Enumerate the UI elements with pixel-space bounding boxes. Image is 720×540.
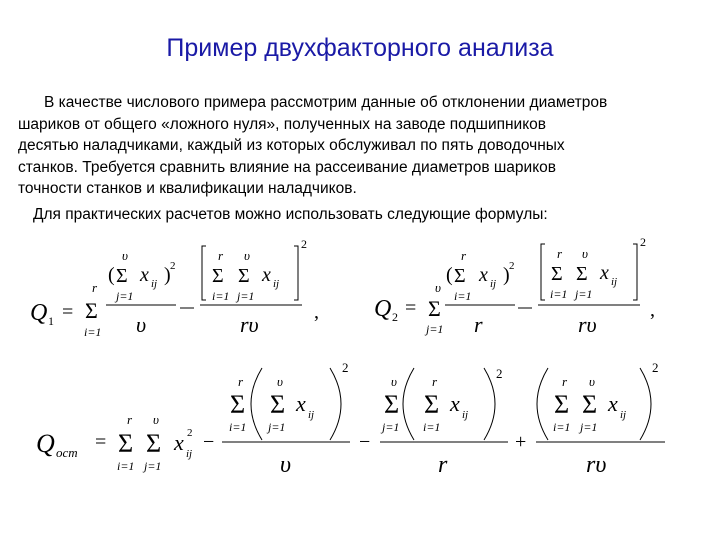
q1-inner-upper: υ — [122, 248, 128, 263]
qost-paren-right-1 — [330, 368, 341, 440]
paragraph-line: станков. Требуется сравнить влияние на рассеивание диаметров шариков — [18, 158, 557, 176]
qost-f3-sum-1: Σ — [554, 390, 570, 419]
q1-x-subscript: ij — [151, 278, 158, 290]
qost-f1-sum-1: Σ — [230, 390, 246, 419]
q2-bracket-sum-2-upper: υ — [582, 246, 588, 261]
paragraph-line: десятью наладчиками, каждый из которых обслуживал по пять доводочных — [18, 137, 565, 154]
q1-bracket-square: 2 — [301, 237, 307, 251]
qost-x-subscript: ij — [186, 448, 193, 460]
qost-sum-1-lower: i=1 — [117, 459, 135, 473]
q2-comma: , — [650, 299, 655, 321]
q1-sum-sign: Σ — [85, 298, 98, 323]
qost-f1-denominator: υ — [280, 452, 292, 478]
qost-f2-sum-2-upper: r — [432, 374, 438, 389]
qost-f1-x-subscript: ij — [308, 409, 315, 421]
q1-inner-sum: Σ — [116, 265, 128, 287]
slide-title: Пример двухфакторного анализа — [166, 34, 554, 62]
q1-bracket-sum-1: Σ — [212, 265, 224, 287]
q2-sum-sign: Σ — [428, 296, 441, 321]
paragraph-line: В качестве числового примера рассмотрим данные об отклонении диаметров — [44, 94, 608, 111]
q2-inner-upper: r — [461, 248, 467, 263]
qost-f2-denominator: r — [438, 452, 448, 478]
qost-equals: = — [95, 431, 107, 453]
q2-x-subscript: ij — [490, 278, 497, 290]
qost-subscript: ост — [56, 445, 78, 460]
q1-bracket-sum-2-lower: j=1 — [237, 289, 255, 303]
q1-denominator-2: rυ — [240, 312, 259, 337]
qost-f2-x-subscript: ij — [462, 409, 469, 421]
qost-f2-sum-1: Σ — [384, 390, 400, 419]
qost-f2-sum-1-lower: j=1 — [382, 420, 400, 434]
qost-f3-x-subscript: ij — [620, 409, 627, 421]
q2-bracket-right — [633, 244, 637, 300]
qost-f1-sum-1-lower: i=1 — [229, 420, 247, 434]
qost-paren-right-3 — [640, 368, 651, 440]
q2-bracket-left — [541, 244, 545, 300]
paragraph-line: точности станков и квалификации наладчиков. — [18, 180, 357, 197]
q2-paren-square: 2 — [509, 260, 515, 272]
qost-f1-square: 2 — [342, 360, 349, 375]
qost-f1-sum-2-upper: υ — [277, 374, 283, 389]
qost-f1-x: x — [296, 391, 306, 416]
q2-equals: = — [405, 297, 417, 319]
q2-sum-lower: j=1 — [426, 322, 444, 336]
qost-f3-sum-1-upper: r — [562, 374, 568, 389]
q2-subscript: 2 — [392, 310, 398, 324]
q1-sum-upper: r — [92, 280, 98, 295]
qost-f3-x: x — [608, 391, 618, 416]
q2-bracket-x: x — [600, 262, 609, 284]
qost-f3-square: 2 — [652, 360, 659, 375]
q2-sum-upper: υ — [435, 280, 441, 295]
qost-f2-x: x — [450, 391, 460, 416]
q2-bracket-sum-2-lower: j=1 — [575, 287, 593, 301]
qost-paren-left-2 — [403, 368, 414, 440]
q1-x: x — [140, 264, 149, 286]
qost-x-square: 2 — [187, 427, 193, 439]
qost-f1-sum-1-upper: r — [238, 374, 244, 389]
qost-minus-1: − — [203, 431, 215, 453]
q1-paren-square: 2 — [170, 260, 176, 272]
qost-sum-2-upper: υ — [153, 412, 159, 427]
q1-bracket-right — [294, 246, 298, 300]
q2-paren-open: ( — [446, 264, 453, 286]
q2-x: x — [479, 264, 488, 286]
q2-bracket-sum-1-upper: r — [557, 246, 563, 261]
q1-bracket-sum-1-upper: r — [218, 248, 224, 263]
qost-f3-sum-2-lower: j=1 — [580, 420, 598, 434]
q2-bracket-sum-1: Σ — [551, 263, 563, 285]
q1-bracket-x: x — [262, 264, 271, 286]
q2-denominator-2: rυ — [578, 312, 597, 337]
q1-bracket-left — [202, 246, 206, 300]
q2-bracket-sum-2: Σ — [576, 263, 588, 285]
qost-f2-sum-1-upper: υ — [391, 374, 397, 389]
q2-bracket-x-subscript: ij — [611, 276, 618, 288]
qost-f2-square: 2 — [496, 366, 503, 381]
q1-bracket-sum-2-upper: υ — [244, 248, 250, 263]
qost-paren-left-1 — [251, 368, 262, 440]
q1-denominator-1: υ — [136, 312, 147, 337]
q1-subscript: 1 — [48, 314, 54, 328]
q2-paren-close: ) — [503, 264, 510, 286]
q1-bracket-sum-2: Σ — [238, 265, 250, 287]
q1-paren-close: ) — [164, 264, 171, 286]
qost-x: x — [174, 430, 184, 455]
qost-sum-2: Σ — [146, 429, 162, 458]
formulas-intro: Для практических расчетов можно использовать следующие формулы: — [33, 206, 548, 223]
q2-inner-lower: i=1 — [454, 289, 472, 303]
q1-bracket-sum-1-lower: i=1 — [212, 289, 230, 303]
qost-sum-1: Σ — [118, 429, 134, 458]
qost-paren-left-3 — [537, 368, 548, 440]
q1-paren-open: ( — [108, 264, 115, 286]
q2-denominator-1: r — [474, 312, 483, 337]
qost-f2-sum-2: Σ — [424, 390, 440, 419]
qost-label: Q — [36, 429, 55, 458]
q2-bracket-square: 2 — [640, 235, 646, 249]
q1-equals: = — [62, 301, 74, 323]
qost-f3-sum-1-lower: i=1 — [553, 420, 571, 434]
qost-minus-2: − — [359, 431, 371, 453]
qost-sum-1-upper: r — [127, 412, 133, 427]
q1-sum-lower: i=1 — [84, 325, 102, 339]
q1-bracket-x-subscript: ij — [273, 278, 280, 290]
qost-f1-sum-2: Σ — [270, 390, 286, 419]
qost-sum-2-lower: j=1 — [144, 459, 162, 473]
qost-paren-right-2 — [484, 368, 495, 440]
qost-f1-sum-2-lower: j=1 — [268, 420, 286, 434]
q1-comma: , — [314, 301, 319, 323]
qost-f3-sum-2-upper: υ — [589, 374, 595, 389]
qost-f3-sum-2: Σ — [582, 390, 598, 419]
qost-f2-sum-2-lower: i=1 — [423, 420, 441, 434]
q2-inner-sum: Σ — [454, 265, 466, 287]
qost-f3-denominator: rυ — [586, 452, 607, 478]
q1-inner-lower: j=1 — [116, 289, 134, 303]
q1-label: Q — [30, 300, 48, 326]
qost-plus: + — [515, 431, 527, 453]
paragraph-line: шариков от общего «ложного нуля», полученных на заводе подшипников — [18, 115, 547, 133]
q2-label: Q — [374, 296, 392, 322]
q2-bracket-sum-1-lower: i=1 — [550, 287, 568, 301]
